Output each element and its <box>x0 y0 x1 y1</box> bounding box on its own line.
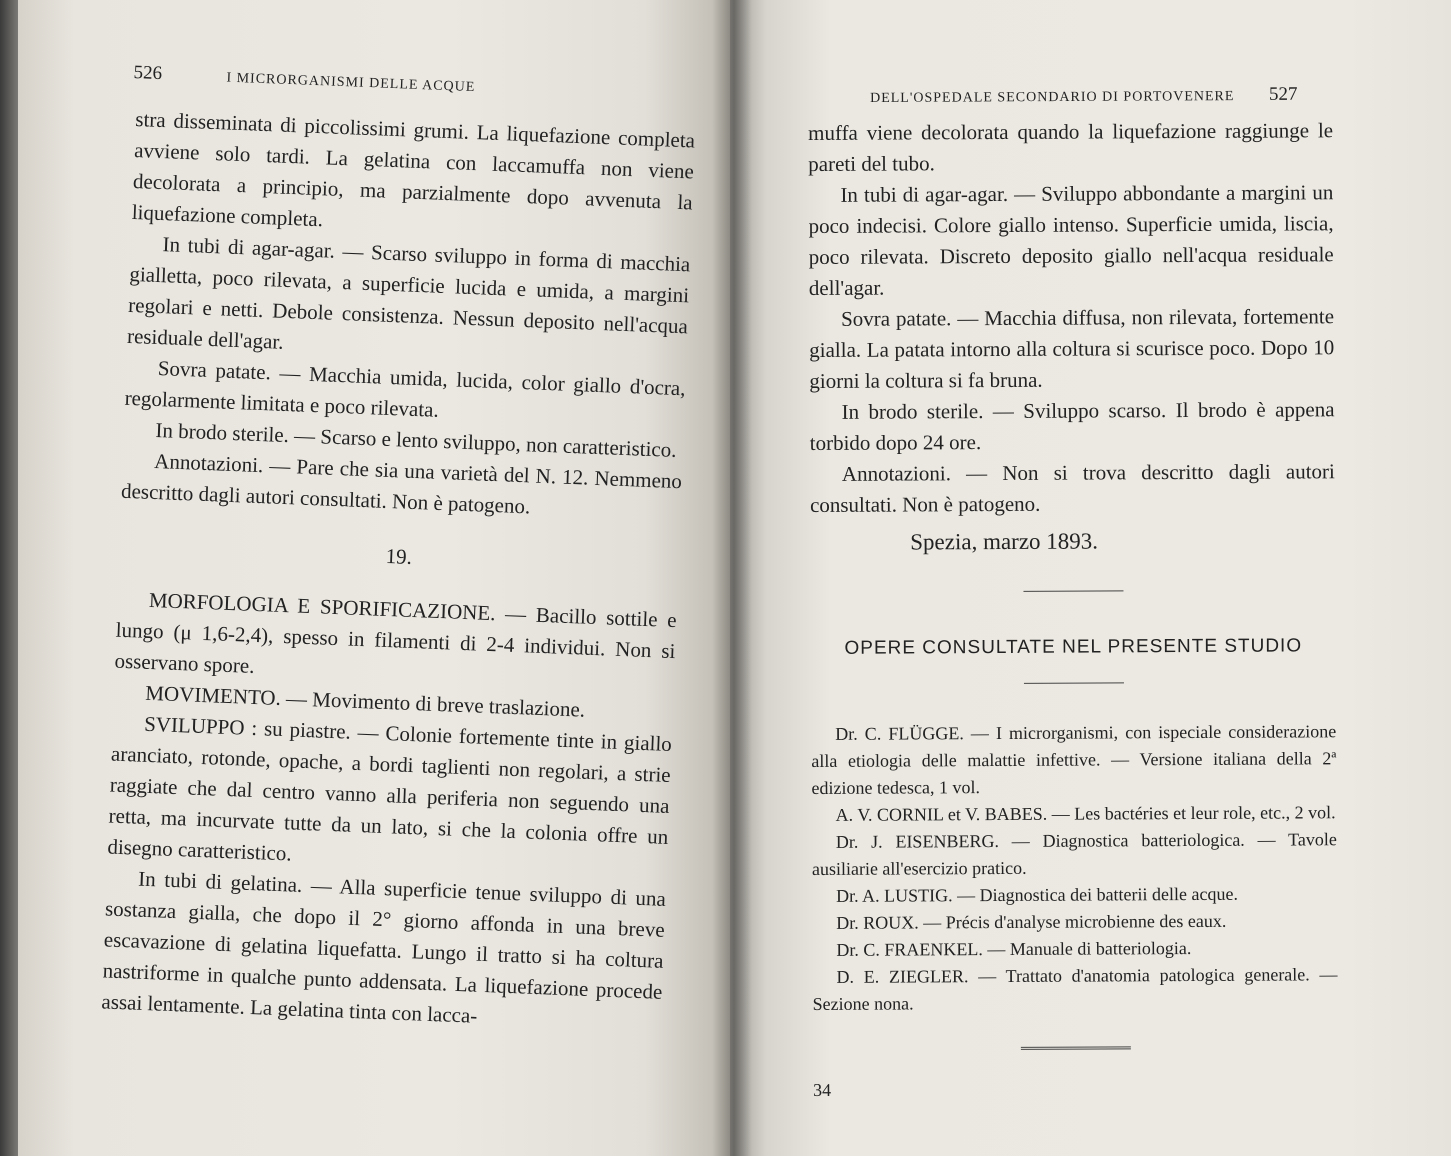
divider-rule <box>1023 590 1123 592</box>
bibliography-entry: Dr. A. LUSTIG. — Diagnostica dei batterii delle acque. <box>836 883 1239 906</box>
paragraph: stra disseminata di piccolissimi grumi. La liquefazione completa avviene solo tardi. La gelatina con laccamuffa non viene decolorata a principio, ma parzialmente dopo avvenuta la liquefazione completa. <box>131 106 696 232</box>
bibliography-entry: Dr. C. FRAENKEL. — Manuale di batteriologia. <box>836 938 1192 960</box>
paragraph: Annotazioni. — Pare che sia una varietà del N. 12. Nemmeno descritto dagli autori consultati. Non è patogeno. <box>120 448 683 519</box>
paragraph: MOVIMENTO. — Movimento di breve traslazione. <box>144 680 586 722</box>
bibliography-title: OPERE CONSULTATE NEL PRESENTE STUDIO <box>844 635 1303 659</box>
paragraph: MORFOLOGIA E SPORIFICAZIONE. — Bacillo sottile e lungo (μ 1,6-2,4), spesso in filamenti di 2-4 individui. Non si osservano spore. <box>114 587 678 678</box>
bibliography-entry: Dr. C. FLÜGGE. — I microrganismi, con ispeciale considerazione alla etiologia delle malattie infettive. — Versione italiana della 2ª edizione tedesca, 1 vol. <box>811 721 1337 798</box>
left-page-body <box>101 104 696 1039</box>
paragraph: In tubi di agar-agar. — Sviluppo abbondante a margini un poco indecisi. Colore giallo intenso. Superficie umida, liscia, poco rilevata. Discreto deposito giallo nell'acqua residuale dell'agar. <box>808 180 1334 300</box>
paragraph: In tubi di agar-agar. — Scarso sviluppo in forma di macchia gialletta, poco rilevata, a superficie lucida e umida, a margini regolari e netti. Debole consistenza. Nessun deposito nell'acqua residuale dell'agar. <box>126 232 691 354</box>
paragraph: SVILUPPO : su piastre. — Colonie fortemente tinte in giallo aranciato, rotonde, opache, a bordi taglienti non regolari, a strie raggiate che dal centro vanno alla periferia non seguendo una retta, ma incurvate tutte da un lato, si che la colonia offre un disegno caratteristico. <box>107 711 673 866</box>
paragraph: muffa viene decolorata quando la liquefazione raggiunge le pareti del tubo. <box>808 118 1334 176</box>
divider-rule <box>1023 682 1123 684</box>
left-running-head <box>133 62 693 105</box>
bibliography-entry: Dr. ROUX. — Précis d'analyse microbienne des eaux. <box>836 910 1227 933</box>
left-page-number: 526 <box>133 62 163 85</box>
right-page-body <box>808 115 1338 1106</box>
signature-mark: 34 <box>813 1079 832 1100</box>
paragraph: Annotazioni. — Non si trova descritto dagli autori consultati. Non è patogeno. <box>809 459 1335 517</box>
paragraph: Sovra patate. — Macchia diffusa, non rilevata, fortemente gialla. La patata intorno alla coltura si scurisce poco. Dopo 10 giorni la coltura si fa bruna. <box>809 304 1335 393</box>
paragraph: Sovra patate. — Macchia umida, lucida, color giallo d'ocra, regolarmente limitata e poco rilevata. <box>124 356 686 422</box>
divider-double-rule <box>1020 1046 1130 1050</box>
paragraph: In brodo sterile. — Scarso e lento sviluppo, non caratteristico. <box>155 417 677 462</box>
book-edge <box>0 0 18 1156</box>
bibliography-entry: A. V. CORNIL et V. BABES. — Les bactéries et leur role, etc., 2 vol. <box>835 802 1336 825</box>
right-running-head <box>870 84 1340 108</box>
section-number: 19. <box>385 543 413 569</box>
left-page <box>18 0 730 1156</box>
right-page-number: 527 <box>1268 83 1298 105</box>
paragraph: In brodo sterile. — Sviluppo scarso. Il brodo è appena torbido dopo 24 ore. <box>809 397 1335 455</box>
bibliography-entry: D. E. ZIEGLER. — Trattato d'anatomia patologica generale. — Sezione nona. <box>812 964 1338 1014</box>
right-running-title: DELL'OSPEDALE SECONDARIO DI PORTOVENERE <box>870 89 1235 106</box>
bibliography-entry: Dr. J. EISENBERG. — Diagnostica batteriologica. — Tavole ausiliarie all'esercizio pratico. <box>811 829 1337 879</box>
left-running-title: I MICRORGANISMI DELLE ACQUE <box>226 70 476 96</box>
paragraph: In tubi di gelatina. — Alla superficie tenue sviluppo di una sostanza gialla, che dopo il 2° giorno affonda in una breve escavazione di gelatina liquefatta. Lungo il tratto si ha coltura nastriforme in qualche punto addensata. La liquefazione procede assai lentamente. La gelatina tinta con lacca- <box>101 866 667 1028</box>
right-page <box>730 0 1451 1156</box>
place-date: Spezia, marzo 1893. <box>910 528 1099 555</box>
bibliography-list <box>811 718 1338 1018</box>
